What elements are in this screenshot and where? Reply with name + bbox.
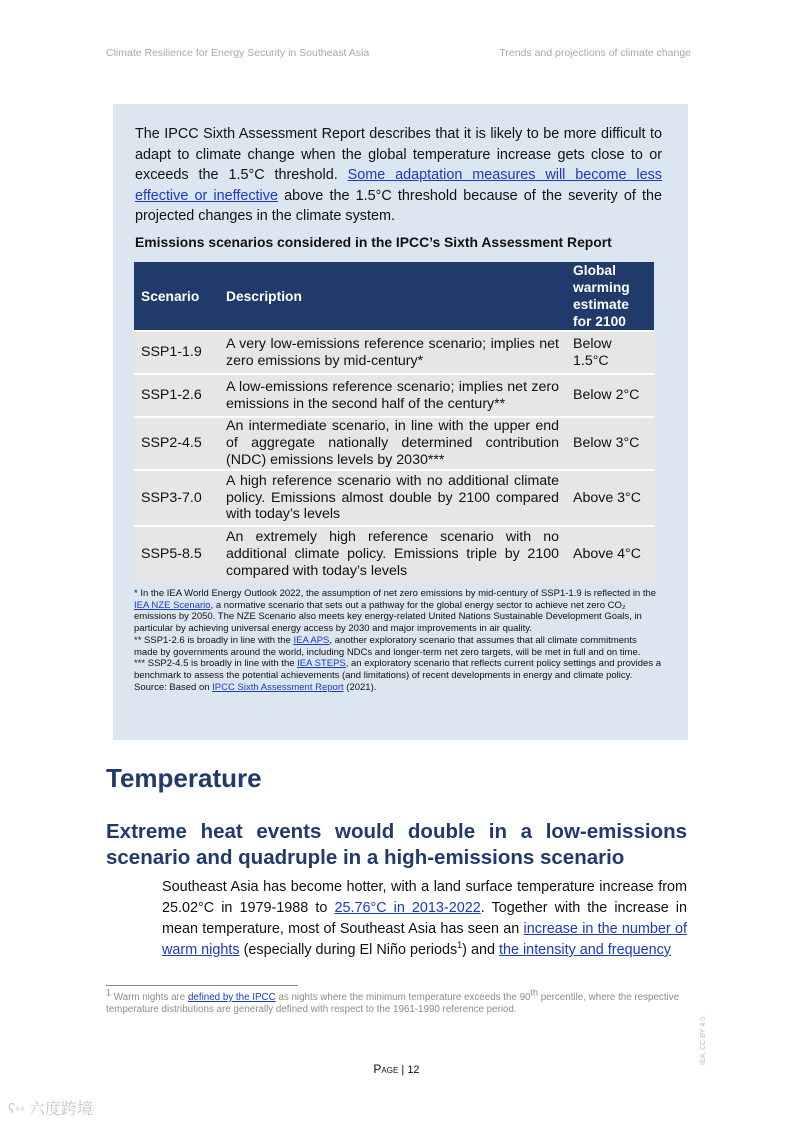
box-intro-paragraph <box>135 124 662 227</box>
scenario-cell: SSP1-2.6 <box>134 374 219 417</box>
description-cell: A very low-emissions reference scenario; implies net zero emissions by mid-century* <box>219 331 566 374</box>
footnote-text-c: percentile, where the respective temperature distributions are generally defined with respect to the 1961-1990 reference period. <box>106 992 680 1015</box>
page-number <box>0 1062 793 1076</box>
description-cell: A low-emissions reference scenario; implies net zero emissions in the second half of the century** <box>219 374 566 417</box>
warming-cell: Below 1.5°C <box>566 331 654 374</box>
body-text-c: (especially during El Niño periods <box>239 942 458 958</box>
scenario-cell: SSP5-8.5 <box>134 526 219 582</box>
warming-cell: Above 4°C <box>566 526 654 582</box>
subheading-line-2: scenario and quadruple in a high-emissions scenario <box>106 846 625 869</box>
section-heading: Temperature <box>106 763 262 793</box>
note-3-text-a: *** SSP2-4.5 is broadly in line with the <box>134 658 298 670</box>
iea-steps-link[interactable]: IEA STEPS <box>297 658 346 670</box>
warming-cell: Below 3°C <box>566 417 654 470</box>
table-title: Emissions scenarios considered in the IPCC’s Sixth Assessment Report <box>135 234 612 250</box>
running-header-chapter: Trends and projections of climate change <box>499 47 691 59</box>
description-cell: An extremely high reference scenario with no additional climate policy. Emissions triple by 2100 compared with today’s levels <box>219 526 566 582</box>
table-row <box>134 470 654 526</box>
header-scenario: Scenario <box>134 262 219 331</box>
table-row <box>134 526 654 582</box>
watermark-logo-icon: ʕ◦◦ <box>8 1099 25 1116</box>
intensity-frequency-link[interactable]: the intensity and frequency <box>498 942 671 958</box>
intro-text-2: above the 1.5°C threshold because of the severity of the projected changes in the climate system. <box>135 187 662 225</box>
warming-cell: Above 3°C <box>566 470 654 526</box>
header-description: Description <box>219 262 566 331</box>
description-cell: An intermediate scenario, in line with the upper end of aggregate nationally determined contribution (NDC) emissions levels by 2030*** <box>219 417 566 470</box>
note-2 <box>134 635 662 658</box>
note-1-text-a: * In the IEA World Energy Outlook 2022, the assumption of net zero emissions by mid-century of SSP1-1.9 is reflected in the <box>134 588 657 599</box>
watermark-text: 六度跨境 <box>28 1101 93 1118</box>
note-3-text-b: , an exploratory scenario that reflects current policy settings and provides a benchmark to assess the potential achievements (and limitations) of recent developments in energy and climate policy. <box>134 658 661 681</box>
iea-nze-link[interactable]: IEA NZE Scenario <box>134 599 211 611</box>
body-paragraph <box>162 877 687 961</box>
footnote <box>106 987 686 1016</box>
scenario-cell: SSP2-4.5 <box>134 417 219 470</box>
source-text-a: Source: Based on <box>134 681 213 693</box>
watermark <box>8 1096 93 1119</box>
ipcc-info-box <box>113 104 688 740</box>
warming-cell: Below 2°C <box>566 374 654 417</box>
footnote-number: 1 <box>106 987 112 998</box>
footnote-ordinal: th <box>530 987 539 998</box>
ipcc-report-link[interactable]: IPCC Sixth Assessment Report <box>212 681 344 693</box>
note-1-text-b: , a normative scenario that sets out a pathway for the global energy sector to achieve net zero CO₂ emissions by 2050. The NZE Scenario also meets key energy-related United Nations Sustainable Development Goals, in particular by achieving universal energy access by 2030 and major improvements in air quality. <box>134 599 642 635</box>
table-header-row <box>134 262 654 331</box>
table-notes <box>134 588 662 693</box>
ipcc-definition-link[interactable]: defined by the IPCC <box>187 992 276 1003</box>
body-text-b: . Together with the increase in mean temperature, most of Southeast Asia has seen an <box>162 900 687 937</box>
source-note <box>134 682 662 694</box>
page-number-value: 12 <box>407 1064 420 1076</box>
footnote-marker[interactable]: 1 <box>457 940 463 951</box>
scenarios-table <box>134 262 654 582</box>
table-row <box>134 331 654 374</box>
subheading-line-1: Extreme heat events would double in a low-emissions <box>106 820 687 843</box>
footnote-divider <box>106 985 298 986</box>
body-text-a: Southeast Asia has become hotter, with a land surface temperature increase from 25.02°C in 1979-1988 to <box>162 879 687 916</box>
note-2-text-b: , another exploratory scenario that assumes that all climate commitments made by governments around the world, including NDCs and longer-term net zero targets, will be met in full and on time. <box>134 634 641 658</box>
scenario-cell: SSP1-1.9 <box>134 331 219 374</box>
body-text-d: ) and <box>462 942 499 958</box>
note-3 <box>134 658 662 681</box>
iea-aps-link[interactable]: IEA APS <box>293 634 330 646</box>
source-text-b: (2021). <box>343 681 377 693</box>
table-row <box>134 374 654 417</box>
page-separator: | <box>398 1064 408 1076</box>
description-cell: A high reference scenario with no additional climate policy. Emissions almost double by 2100 compared with today’s levels <box>219 470 566 526</box>
header-warming: Global warming estimate for 2100 <box>566 262 654 331</box>
warm-nights-link[interactable]: increase in the number of warm nights <box>162 921 687 958</box>
note-1 <box>134 588 662 635</box>
section-subheading <box>106 819 687 871</box>
scenario-cell: SSP3-7.0 <box>134 470 219 526</box>
intro-text-1: The IPCC Sixth Assessment Report describes that it is likely to be more difficult to adapt to climate change when the global temperature increase gets close to or exceeds the 1.5°C threshold. <box>135 126 662 184</box>
note-2-text-a: ** SSP1-2.6 is broadly in line with the <box>134 634 294 646</box>
running-header-title: Climate Resilience for Energy Security in Southeast Asia <box>106 47 370 59</box>
temperature-link[interactable]: 25.76°C in 2013-2022 <box>334 900 481 916</box>
footnote-text-a: Warm nights are <box>111 992 188 1003</box>
page-word: Page <box>373 1062 399 1076</box>
footnote-text-b: as nights where the minimum temperature exceeds the 90 <box>275 992 531 1003</box>
table-row <box>134 417 654 470</box>
adaptation-measures-link[interactable]: Some adaptation measures will become less effective or ineffective <box>135 167 662 204</box>
license-side-text: IEA. CC BY 4.0. <box>700 1014 707 1065</box>
